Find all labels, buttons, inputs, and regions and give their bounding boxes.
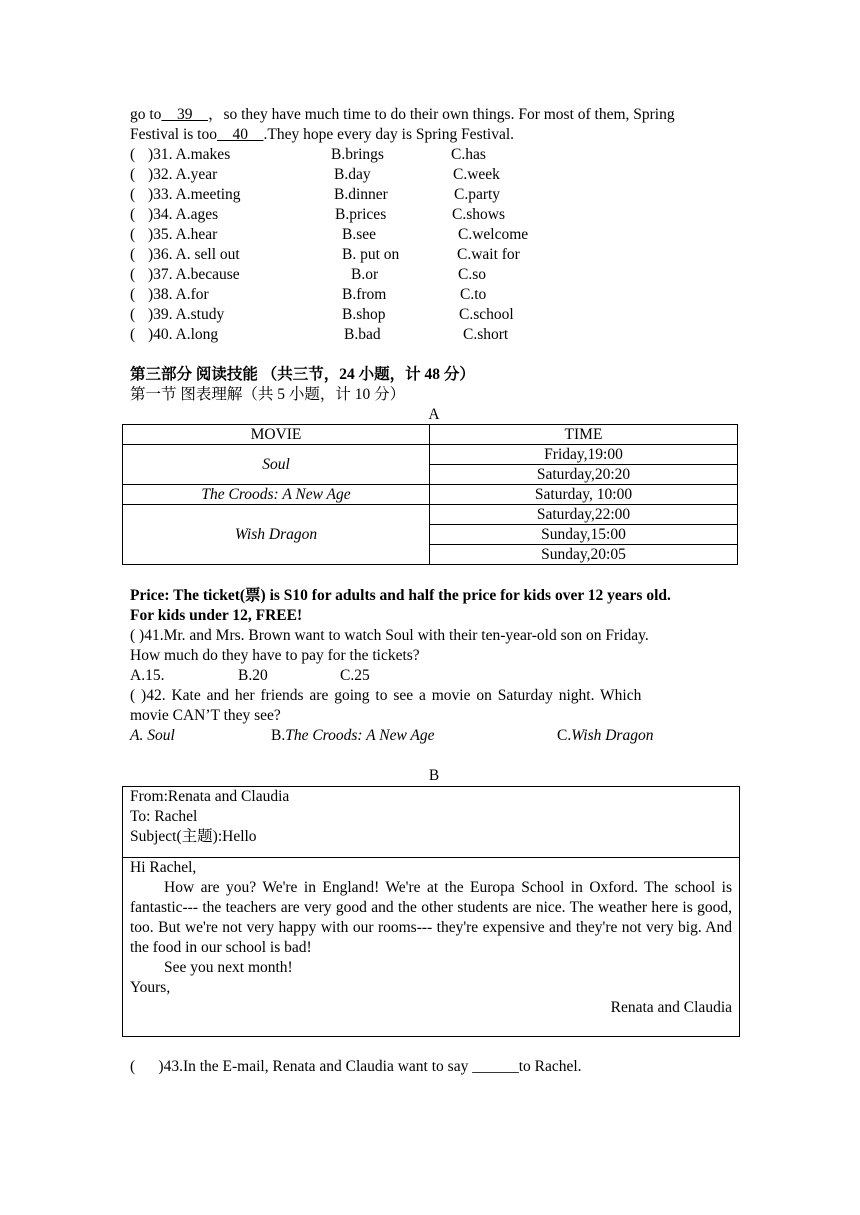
email-to: To: Rachel — [130, 808, 198, 825]
part-label-b: B — [428, 767, 440, 784]
movie-cell: The Croods: A New Age — [123, 485, 430, 505]
question-41-cont: How much do they have to pay for the tickets? — [130, 647, 420, 664]
question-row: ( )38. A.for B.from C.to — [130, 286, 487, 303]
question-row: ( )34. A.ages B.prices C.shows — [130, 206, 505, 223]
cloze-questions — [130, 145, 738, 345]
question-row: ( )31. A.makes B.brings C.has — [130, 146, 486, 163]
question-42: ( )42. Kate and her friends are going to see a movie on Saturday night. Which — [130, 687, 642, 704]
blank-39: 39 — [161, 106, 208, 123]
email-header — [123, 787, 739, 858]
cloze-text: go to — [130, 106, 162, 123]
cloze-text: Festival is too — [130, 126, 217, 143]
table-row — [123, 485, 738, 505]
email-subject: Subject(主题):Hello — [130, 828, 257, 845]
question-row: ( )35. A.hear B.see C.welcome — [130, 226, 529, 243]
question-row: ( )39. A.study B.shop C.school — [130, 306, 514, 323]
part-label-a: A — [428, 406, 440, 423]
time-cell: Sunday,20:05 — [430, 545, 738, 565]
email-paragraph: How are you? We're in England! We're at the Europa School in Oxford. The school is fantastic--- the teachers are very good and the other students are nice. The weather here is good, too. But we're not very happy with our rooms--- they're expensive and they're not very big. And the food in our school is bad! — [130, 879, 732, 956]
cloze-text: .They hope every day is Spring Festival. — [263, 126, 515, 143]
table-row — [123, 445, 738, 465]
question-43: ( )43.In the E-mail, Renata and Claudia want to say ______to Rachel. — [130, 1058, 582, 1075]
time-cell: Saturday,20:20 — [430, 465, 738, 485]
question-41-options: A.15. B.20 C.25 — [130, 667, 370, 684]
time-cell: Saturday,22:00 — [430, 505, 738, 525]
time-cell: Saturday, 10:00 — [430, 485, 738, 505]
section-title: 第三部分 阅读技能 （共三节，24 小题，计 48 分） — [130, 366, 475, 383]
email-box — [122, 786, 740, 1037]
email-yours: Yours, — [130, 979, 171, 996]
question-41: ( )41.Mr. and Mrs. Brown want to watch Soul with their ten-year-old son on Friday. — [130, 627, 649, 644]
cloze-text: ，so they have much time to do their own things. For most of them, Spring — [207, 106, 675, 123]
section-subtitle: 第一节 图表理解（共 5 小题，计 10 分） — [130, 386, 406, 403]
movie-cell: Wish Dragon — [123, 505, 430, 565]
email-closing: See you next month! — [164, 959, 293, 976]
movie-cell: Soul — [123, 445, 430, 485]
question-42-cont: movie CAN’T they see? — [130, 707, 281, 724]
cloze-line-1 — [130, 105, 738, 125]
email-signature: Renata and Claudia — [610, 999, 732, 1016]
question-row: ( )37. A.because B.or C.so — [130, 266, 486, 283]
question-row: ( )33. A.meeting B.dinner C.party — [130, 186, 501, 203]
table-header-row — [123, 425, 738, 445]
question-row: ( )32. A.year B.day C.week — [130, 166, 500, 183]
table-row — [123, 505, 738, 525]
question-row: ( )36. A. sell out B. put on C.wait for — [130, 246, 520, 263]
header-movie: MOVIE — [123, 425, 430, 445]
movie-schedule-table — [122, 424, 738, 565]
price-note: Price: The ticket(票) is S10 for adults and half the price for kids over 12 years old. — [130, 587, 671, 604]
price-note-free: For kids under 12, FREE! — [130, 607, 303, 624]
time-cell: Friday,19:00 — [430, 445, 738, 465]
question-row: ( )40. A.long B.bad C.short — [130, 326, 509, 343]
header-time: TIME — [430, 425, 738, 445]
email-from: From:Renata and Claudia — [130, 788, 290, 805]
blank-43: ______ — [472, 1058, 519, 1075]
email-greeting: Hi Rachel, — [130, 859, 197, 876]
exam-page — [130, 105, 738, 1077]
cloze-line-2 — [130, 125, 738, 145]
blank-40: 40 — [216, 126, 264, 143]
email-body — [123, 858, 739, 1036]
time-cell: Sunday,15:00 — [430, 525, 738, 545]
question-42-options: A. Soul B.The Croods: A New Age C.Wish Dragon — [130, 727, 654, 744]
